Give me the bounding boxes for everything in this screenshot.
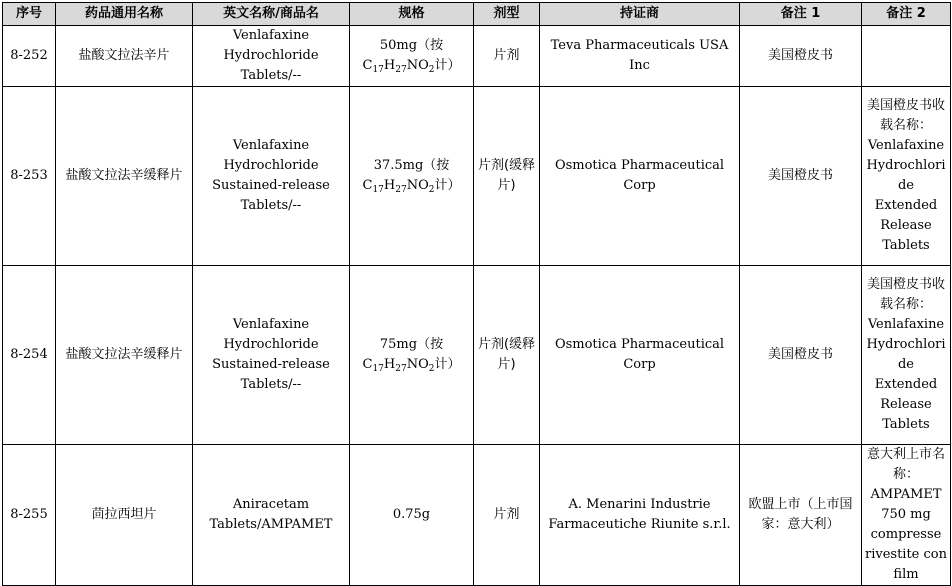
col-header-form: 剂型 <box>474 3 540 26</box>
cell-spec <box>350 87 474 266</box>
cell-generic-name: 盐酸文拉法辛缓释片 <box>56 266 193 445</box>
col-header-seq: 序号 <box>3 3 56 26</box>
cell-note1: 美国橙皮书 <box>740 26 862 87</box>
cell-note1: 美国橙皮书 <box>740 266 862 445</box>
cell-generic-name: 茴拉西坦片 <box>56 445 193 586</box>
col-header-generic-name: 药品通用名称 <box>56 3 193 26</box>
cell-english-name: Venlafaxine Hydrochloride Sustained-release Tablets/-- <box>193 87 350 266</box>
cell-seq: 8-255 <box>3 445 56 586</box>
cell-generic-name: 盐酸文拉法辛缓释片 <box>56 87 193 266</box>
cell-holder: A. Menarini Industrie Farmaceutiche Riunite s.r.l. <box>540 445 740 586</box>
cell-note2 <box>862 26 951 87</box>
cell-english-name: Venlafaxine Hydrochloride Tablets/-- <box>193 26 350 87</box>
cell-seq: 8-252 <box>3 26 56 87</box>
cell-form: 片剂 <box>474 26 540 87</box>
table-row <box>3 266 951 445</box>
header-row <box>3 3 951 26</box>
cell-note2: 意大利上市名称：AMPAMET 750 mg compresse rivestite con film <box>862 445 951 586</box>
table-row <box>3 26 951 87</box>
spec-formula: $C_{17}H_{27}NO_2$计） <box>362 178 461 195</box>
col-header-note1: 备注 1 <box>740 3 862 26</box>
cell-seq: 8-253 <box>3 87 56 266</box>
cell-form: 片剂(缓释片) <box>474 87 540 266</box>
cell-note2: 美国橙皮书收载名称：Venlafaxine Hydrochloride Extended Release Tablets <box>862 266 951 445</box>
spec-amount: 50mg（按 <box>379 38 444 53</box>
col-header-holder: 持证商 <box>540 3 740 26</box>
table-row <box>3 87 951 266</box>
col-header-spec: 规格 <box>350 3 474 26</box>
cell-spec <box>350 266 474 445</box>
cell-spec: 0.75g <box>350 445 474 586</box>
cell-note2: 美国橙皮书收载名称：Venlafaxine Hydrochloride Extended Release Tablets <box>862 87 951 266</box>
cell-generic-name: 盐酸文拉法辛片 <box>56 26 193 87</box>
cell-note1: 美国橙皮书 <box>740 87 862 266</box>
cell-holder: Osmotica Pharmaceutical Corp <box>540 266 740 445</box>
spec-formula: $C_{17}H_{27}NO_2$计） <box>362 58 461 75</box>
cell-seq: 8-254 <box>3 266 56 445</box>
cell-form: 片剂(缓释片) <box>474 266 540 445</box>
col-header-note2: 备注 2 <box>862 3 951 26</box>
cell-form: 片剂 <box>474 445 540 586</box>
spec-amount: 75mg（按 <box>379 337 444 352</box>
cell-holder: Osmotica Pharmaceutical Corp <box>540 87 740 266</box>
spec-amount: 37.5mg（按 <box>373 158 450 173</box>
cell-spec <box>350 26 474 87</box>
cell-note1: 欧盟上市（上市国家：意大利） <box>740 445 862 586</box>
cell-english-name: Aniracetam Tablets/AMPAMET <box>193 445 350 586</box>
table-row <box>3 445 951 586</box>
col-header-english-name: 英文名称/商品名 <box>193 3 350 26</box>
drug-registry-table <box>2 2 951 586</box>
cell-english-name: Venlafaxine Hydrochloride Sustained-release Tablets/-- <box>193 266 350 445</box>
spec-formula: $C_{17}H_{27}NO_2$计） <box>362 357 461 374</box>
cell-holder: Teva Pharmaceuticals USA Inc <box>540 26 740 87</box>
